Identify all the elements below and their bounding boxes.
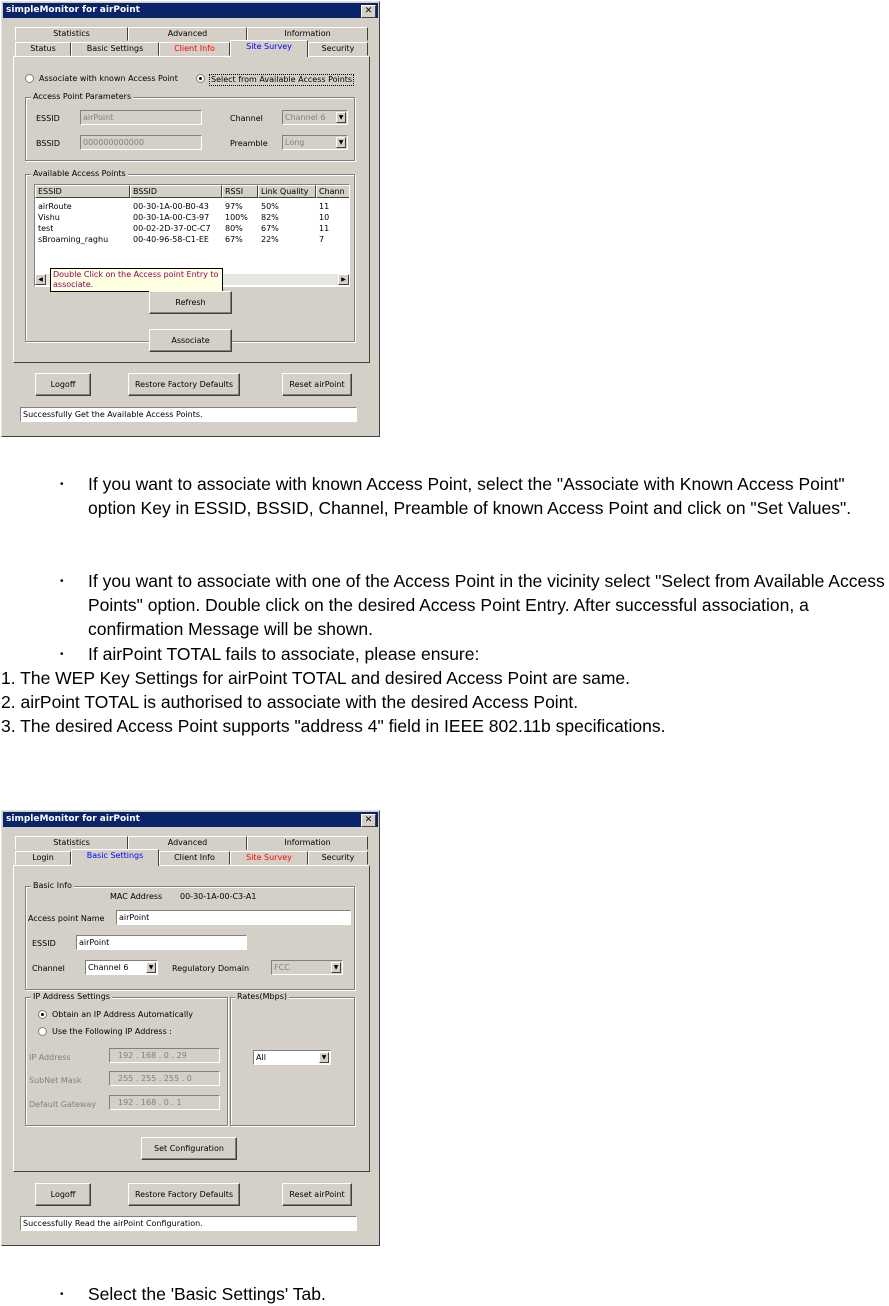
cell-rssi: 67% bbox=[225, 235, 243, 244]
cell-channel: 10 bbox=[319, 213, 330, 222]
tab-client-info[interactable]: Client Info bbox=[159, 851, 230, 865]
site-survey-panel bbox=[13, 56, 370, 363]
instruction-known-ap: If you want to associate with known Access Point, select the "Associate with Known Access Point" option Key in ESSID, BSSID, Channel, Preamble of known Access Point and click on "Set Values". bbox=[88, 474, 852, 518]
tab-security[interactable]: Security bbox=[308, 42, 368, 56]
scroll-left-icon[interactable]: ◀ bbox=[35, 274, 46, 285]
tab-site-survey[interactable]: Site Survey bbox=[230, 851, 308, 865]
table-row[interactable] bbox=[35, 202, 349, 212]
cell-essid: Vishu bbox=[38, 213, 60, 222]
cell-bssid: 00-02-2D-37-0C-C7 bbox=[133, 224, 211, 233]
cell-bssid: 00-40-96-58-C1-EE bbox=[133, 235, 209, 244]
tab-advanced[interactable]: Advanced bbox=[128, 27, 247, 41]
tab-security[interactable]: Security bbox=[308, 851, 368, 865]
cell-channel: 7 bbox=[319, 235, 325, 244]
instruction-select-ap: If you want to associate with one of the Access Point in the vicinity select "Select from Available Access Points" option. Double click on the desired Access Point Entry. After successful association, a confirmation Message will be shown. bbox=[88, 571, 885, 639]
preamble-select[interactable] bbox=[282, 135, 348, 150]
associate-known-label: Associate with known Access Point bbox=[39, 74, 178, 83]
set-configuration-button[interactable]: Set Configuration bbox=[141, 1137, 237, 1160]
basic-settings-dialog bbox=[1, 810, 380, 1246]
dialog-title-bar bbox=[3, 3, 378, 18]
ap-name-input[interactable]: airPoint bbox=[116, 910, 351, 925]
channel-label: Channel bbox=[32, 964, 65, 973]
obtain-ip-auto-radio[interactable] bbox=[38, 1010, 47, 1019]
tab-login[interactable]: Login bbox=[15, 851, 71, 865]
chevron-down-icon[interactable]: ▼ bbox=[319, 1052, 329, 1063]
logoff-button[interactable]: Logoff bbox=[35, 373, 91, 396]
rates-select[interactable] bbox=[253, 1050, 331, 1065]
use-following-ip-label: Use the Following IP Address : bbox=[52, 1027, 172, 1036]
tab-statistics[interactable]: Statistics bbox=[15, 27, 128, 41]
bullet-icon: • bbox=[60, 1289, 64, 1300]
subnet-mask-field[interactable]: 255 . 255 . 255 . 0 bbox=[109, 1071, 220, 1086]
select-available-label: Select from Available Access Points bbox=[211, 75, 353, 84]
cell-link-quality: 67% bbox=[261, 224, 279, 233]
use-following-ip-radio[interactable] bbox=[38, 1027, 47, 1036]
default-gateway-label: Default Gateway bbox=[29, 1100, 97, 1109]
tab-basic-settings[interactable]: Basic Settings bbox=[71, 849, 159, 866]
tab-statistics[interactable]: Statistics bbox=[15, 836, 128, 850]
regulatory-domain-value: FCC bbox=[274, 963, 290, 972]
reset-airpoint-button[interactable]: Reset airPoint bbox=[282, 1183, 352, 1206]
basic-settings-panel bbox=[13, 865, 370, 1172]
chevron-down-icon[interactable]: ▼ bbox=[336, 137, 346, 148]
chevron-down-icon[interactable]: ▼ bbox=[331, 962, 341, 973]
essid-label: ESSID bbox=[36, 114, 60, 123]
ensure-item-3: 3. The desired Access Point supports "address 4" field in IEEE 802.11b specifications. bbox=[1, 716, 666, 736]
tab-basic-settings[interactable]: Basic Settings bbox=[71, 42, 159, 56]
logoff-button[interactable]: Logoff bbox=[35, 1183, 91, 1206]
tab-site-survey[interactable]: Site Survey bbox=[230, 40, 308, 57]
subnet-mask-label: SubNet Mask bbox=[29, 1076, 82, 1085]
restore-defaults-button[interactable]: Restore Factory Defaults bbox=[128, 1183, 240, 1206]
basic-info-title: Basic Info bbox=[33, 881, 72, 890]
bssid-field[interactable]: 000000000000 bbox=[80, 135, 202, 150]
cell-link-quality: 22% bbox=[261, 235, 279, 244]
table-row[interactable] bbox=[35, 224, 349, 234]
bullet-icon: • bbox=[60, 649, 64, 660]
essid-input[interactable]: airPoint bbox=[76, 935, 247, 950]
mac-address-value: 00-30-1A-00-C3-A1 bbox=[180, 892, 257, 901]
regulatory-domain-select[interactable] bbox=[271, 960, 343, 975]
associate-button[interactable]: Associate bbox=[149, 329, 232, 352]
available-access-points-title: Available Access Points bbox=[33, 169, 126, 178]
tab-information[interactable]: Information bbox=[247, 836, 368, 850]
tab-information[interactable]: Information bbox=[247, 27, 368, 41]
essid-field[interactable]: airPoint bbox=[80, 110, 202, 125]
cell-link-quality: 50% bbox=[261, 202, 279, 211]
close-icon[interactable]: ✕ bbox=[361, 5, 376, 18]
cell-rssi: 80% bbox=[225, 224, 243, 233]
channel-select-value: Channel 6 bbox=[285, 113, 326, 122]
close-icon[interactable]: ✕ bbox=[361, 814, 376, 827]
select-available-radio[interactable] bbox=[196, 74, 205, 83]
essid-label: ESSID bbox=[32, 939, 56, 948]
cell-channel: 11 bbox=[319, 224, 330, 233]
cell-bssid: 00-30-1A-00-B0-43 bbox=[133, 202, 209, 211]
double-click-tooltip: Double Click on the Access point Entry to associate. bbox=[50, 268, 223, 292]
chevron-down-icon[interactable]: ▼ bbox=[336, 112, 346, 123]
column-header-channel[interactable]: Chann bbox=[316, 185, 350, 198]
ensure-item-2: 2. airPoint TOTAL is authorised to associate with the desired Access Point. bbox=[1, 692, 579, 712]
cell-rssi: 100% bbox=[225, 213, 248, 222]
cell-essid: airRoute bbox=[38, 202, 72, 211]
dialog-title: simpleMonitor for airPoint bbox=[6, 5, 140, 15]
refresh-button[interactable]: Refresh bbox=[149, 291, 232, 314]
dialog-title-bar bbox=[3, 812, 378, 827]
instruction-fails: If airPoint TOTAL fails to associate, please ensure: bbox=[88, 644, 480, 664]
channel-label: Channel bbox=[230, 114, 263, 123]
bullet-icon: • bbox=[60, 576, 64, 587]
ip-address-label: IP Address bbox=[29, 1053, 71, 1062]
bullet-icon: • bbox=[60, 479, 64, 490]
cell-essid: sBroaming_raghu bbox=[38, 235, 109, 244]
status-bar: Successfully Read the airPoint Configuration. bbox=[20, 1216, 357, 1231]
cell-link-quality: 82% bbox=[261, 213, 279, 222]
mac-address-label: MAC Address bbox=[110, 892, 163, 901]
table-row[interactable] bbox=[35, 235, 349, 245]
channel-select[interactable] bbox=[85, 960, 158, 975]
table-row[interactable] bbox=[35, 213, 349, 223]
default-gateway-field[interactable]: 192 . 168 . 0 . 1 bbox=[109, 1095, 220, 1110]
tab-advanced[interactable]: Advanced bbox=[128, 836, 247, 850]
dialog-title: simpleMonitor for airPoint bbox=[6, 814, 140, 824]
obtain-ip-auto-label: Obtain an IP Address Automatically bbox=[52, 1010, 194, 1019]
preamble-label: Preamble bbox=[230, 139, 268, 148]
access-point-parameters-title: Access Point Parameters bbox=[33, 92, 132, 101]
site-survey-dialog bbox=[1, 1, 380, 437]
channel-select[interactable] bbox=[282, 110, 348, 125]
ensure-item-1: 1. The WEP Key Settings for airPoint TOTAL and desired Access Point are same. bbox=[1, 668, 631, 688]
scroll-right-icon[interactable]: ▶ bbox=[338, 274, 349, 285]
cell-channel: 11 bbox=[319, 202, 330, 211]
cell-essid: test bbox=[38, 224, 54, 233]
access-point-parameters-group bbox=[25, 97, 355, 161]
ap-name-label: Access point Name bbox=[28, 914, 105, 923]
tab-status[interactable]: Status bbox=[15, 42, 71, 56]
regulatory-domain-label: Regulatory Domain bbox=[172, 964, 250, 973]
column-header-link-quality[interactable]: Link Quality bbox=[258, 185, 316, 198]
rates-select-value: All bbox=[256, 1053, 266, 1062]
tab-client-info[interactable]: Client Info bbox=[159, 42, 230, 56]
chevron-down-icon[interactable]: ▼ bbox=[146, 962, 156, 973]
column-header-essid[interactable]: ESSID bbox=[35, 185, 130, 198]
preamble-select-value: Long bbox=[285, 138, 305, 147]
column-header-bssid[interactable]: BSSID bbox=[130, 185, 222, 198]
ip-settings-title: IP Address Settings bbox=[33, 992, 110, 1001]
ip-address-field[interactable]: 192 . 168 . 0 . 29 bbox=[109, 1048, 220, 1063]
column-header-rssi[interactable]: RSSI bbox=[222, 185, 258, 198]
channel-select-value: Channel 6 bbox=[88, 963, 129, 972]
bssid-label: BSSID bbox=[36, 139, 61, 148]
reset-airpoint-button[interactable]: Reset airPoint bbox=[282, 373, 352, 396]
instruction-basic-settings: Select the 'Basic Settings' Tab. bbox=[88, 1284, 326, 1304]
rates-title: Rates(Mbps) bbox=[237, 992, 287, 1001]
associate-known-radio[interactable] bbox=[25, 74, 34, 83]
cell-bssid: 00-30-1A-00-C3-97 bbox=[133, 213, 210, 222]
cell-rssi: 97% bbox=[225, 202, 243, 211]
status-bar: Successfully Get the Available Access Points. bbox=[20, 407, 357, 422]
restore-defaults-button[interactable]: Restore Factory Defaults bbox=[128, 373, 240, 396]
